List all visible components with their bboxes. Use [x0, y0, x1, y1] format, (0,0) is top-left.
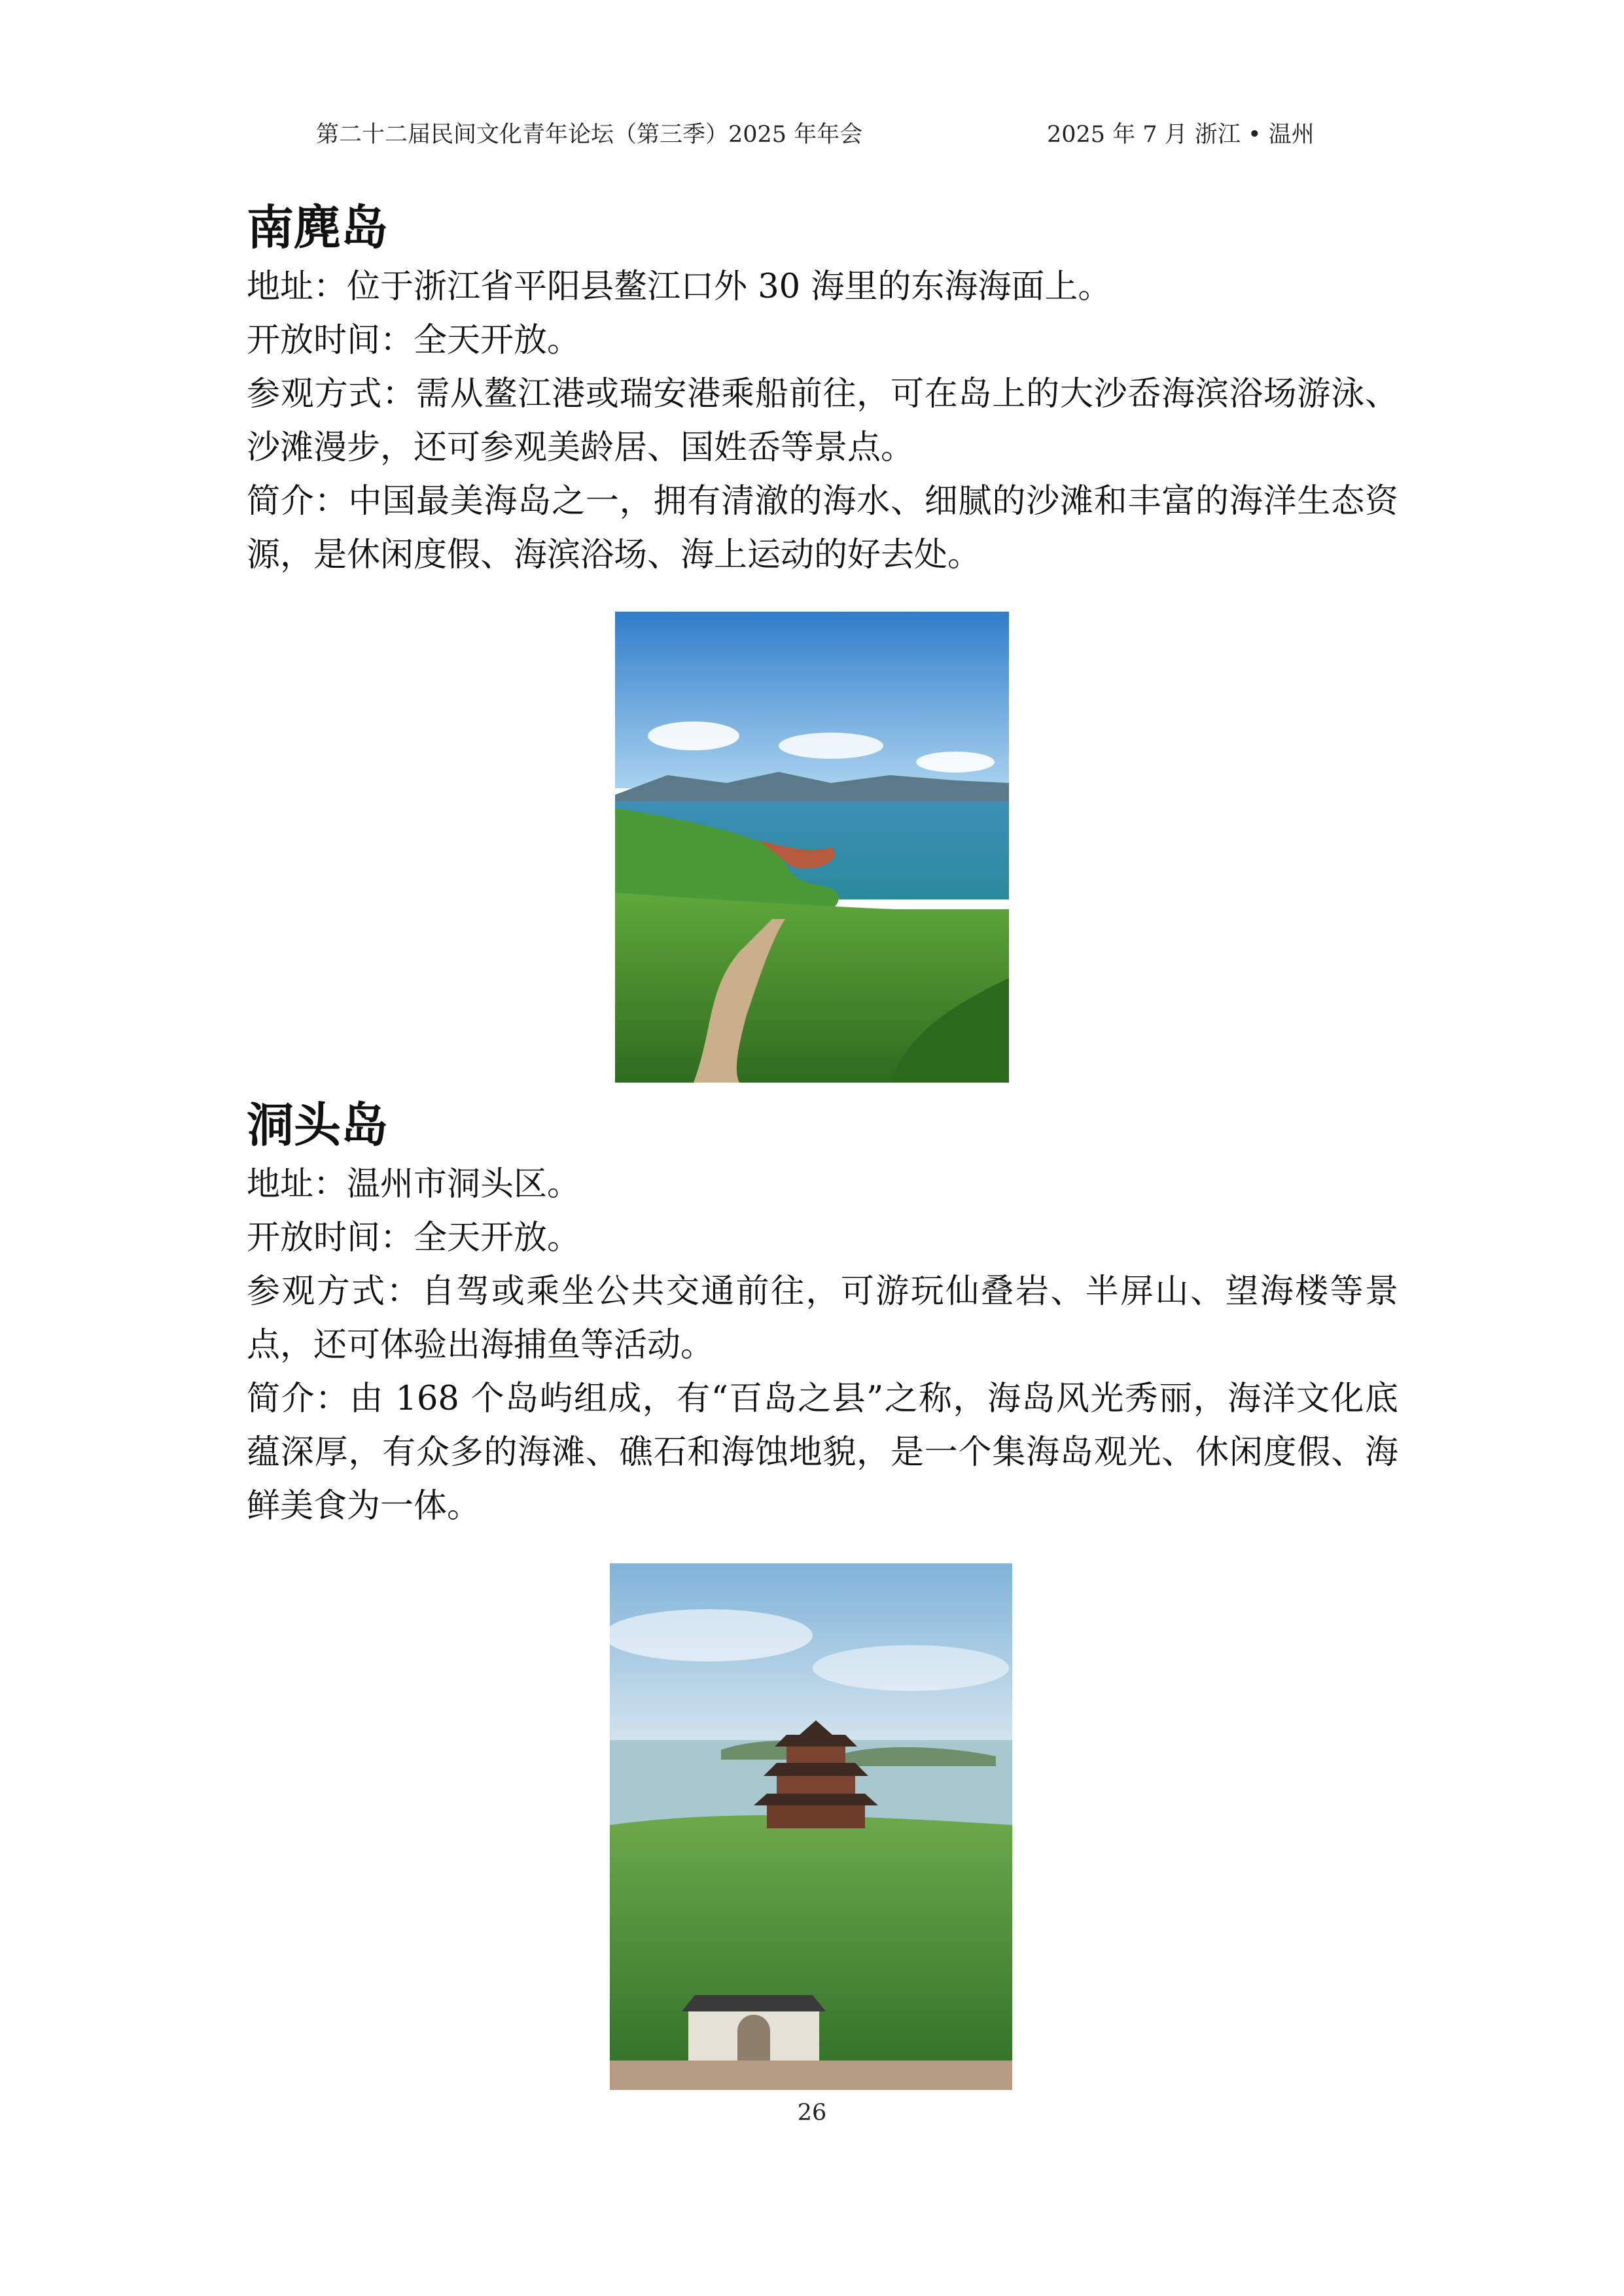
hours-text: 开放时间：全天开放。 — [247, 321, 581, 360]
visit-text: 参观方式：需从鳌江港或瑞安港乘船前往，可在岛上的大沙岙海滨浴场游泳、沙滩漫步，还可参观美龄居、国姓岙等景点。 — [247, 375, 1398, 467]
header-event-title: 第二十二届民间文化青年论坛（第三季）2025 年年会 — [316, 122, 863, 148]
address-text: 地址：位于浙江省平阳县鳌江口外 30 海里的东海海面上。 — [247, 268, 1112, 306]
running-header — [0, 116, 1624, 156]
intro-text: 简介：中国最美海岛之一，拥有清澈的海水、细腻的沙滩和丰富的海洋生态资源，是休闲度假、海滨浴场、海上运动的好去处。 — [247, 482, 1398, 574]
section-dongtou-island — [247, 1092, 1398, 1533]
intro-text: 简介：由 168 个岛屿组成，有“百岛之县”之称，海岛风光秀丽，海洋文化底蕴深厚，有众多的海滩、礁石和海蚀地貌，是一个集海岛观光、休闲度假、海鲜美食为一体。 — [247, 1380, 1398, 1525]
section-nanji-island — [247, 195, 1398, 582]
header-date-location: 2025 年 7 月 浙江 • 温州 — [1047, 122, 1315, 148]
section-title: 南麂岛 — [247, 200, 389, 255]
nanji-island-photo — [615, 612, 1009, 1083]
address-text: 地址：温州市洞头区。 — [247, 1165, 581, 1204]
section-title: 洞头岛 — [247, 1098, 389, 1153]
page-number: 26 — [797, 2100, 827, 2126]
dongtou-island-photo — [610, 1563, 1012, 2090]
visit-text: 参观方式：自驾或乘坐公共交通前往，可游玩仙叠岩、半屏山、望海楼等景点，还可体验出海捕鱼等活动。 — [247, 1272, 1398, 1365]
hours-text: 开放时间：全天开放。 — [247, 1219, 581, 1257]
